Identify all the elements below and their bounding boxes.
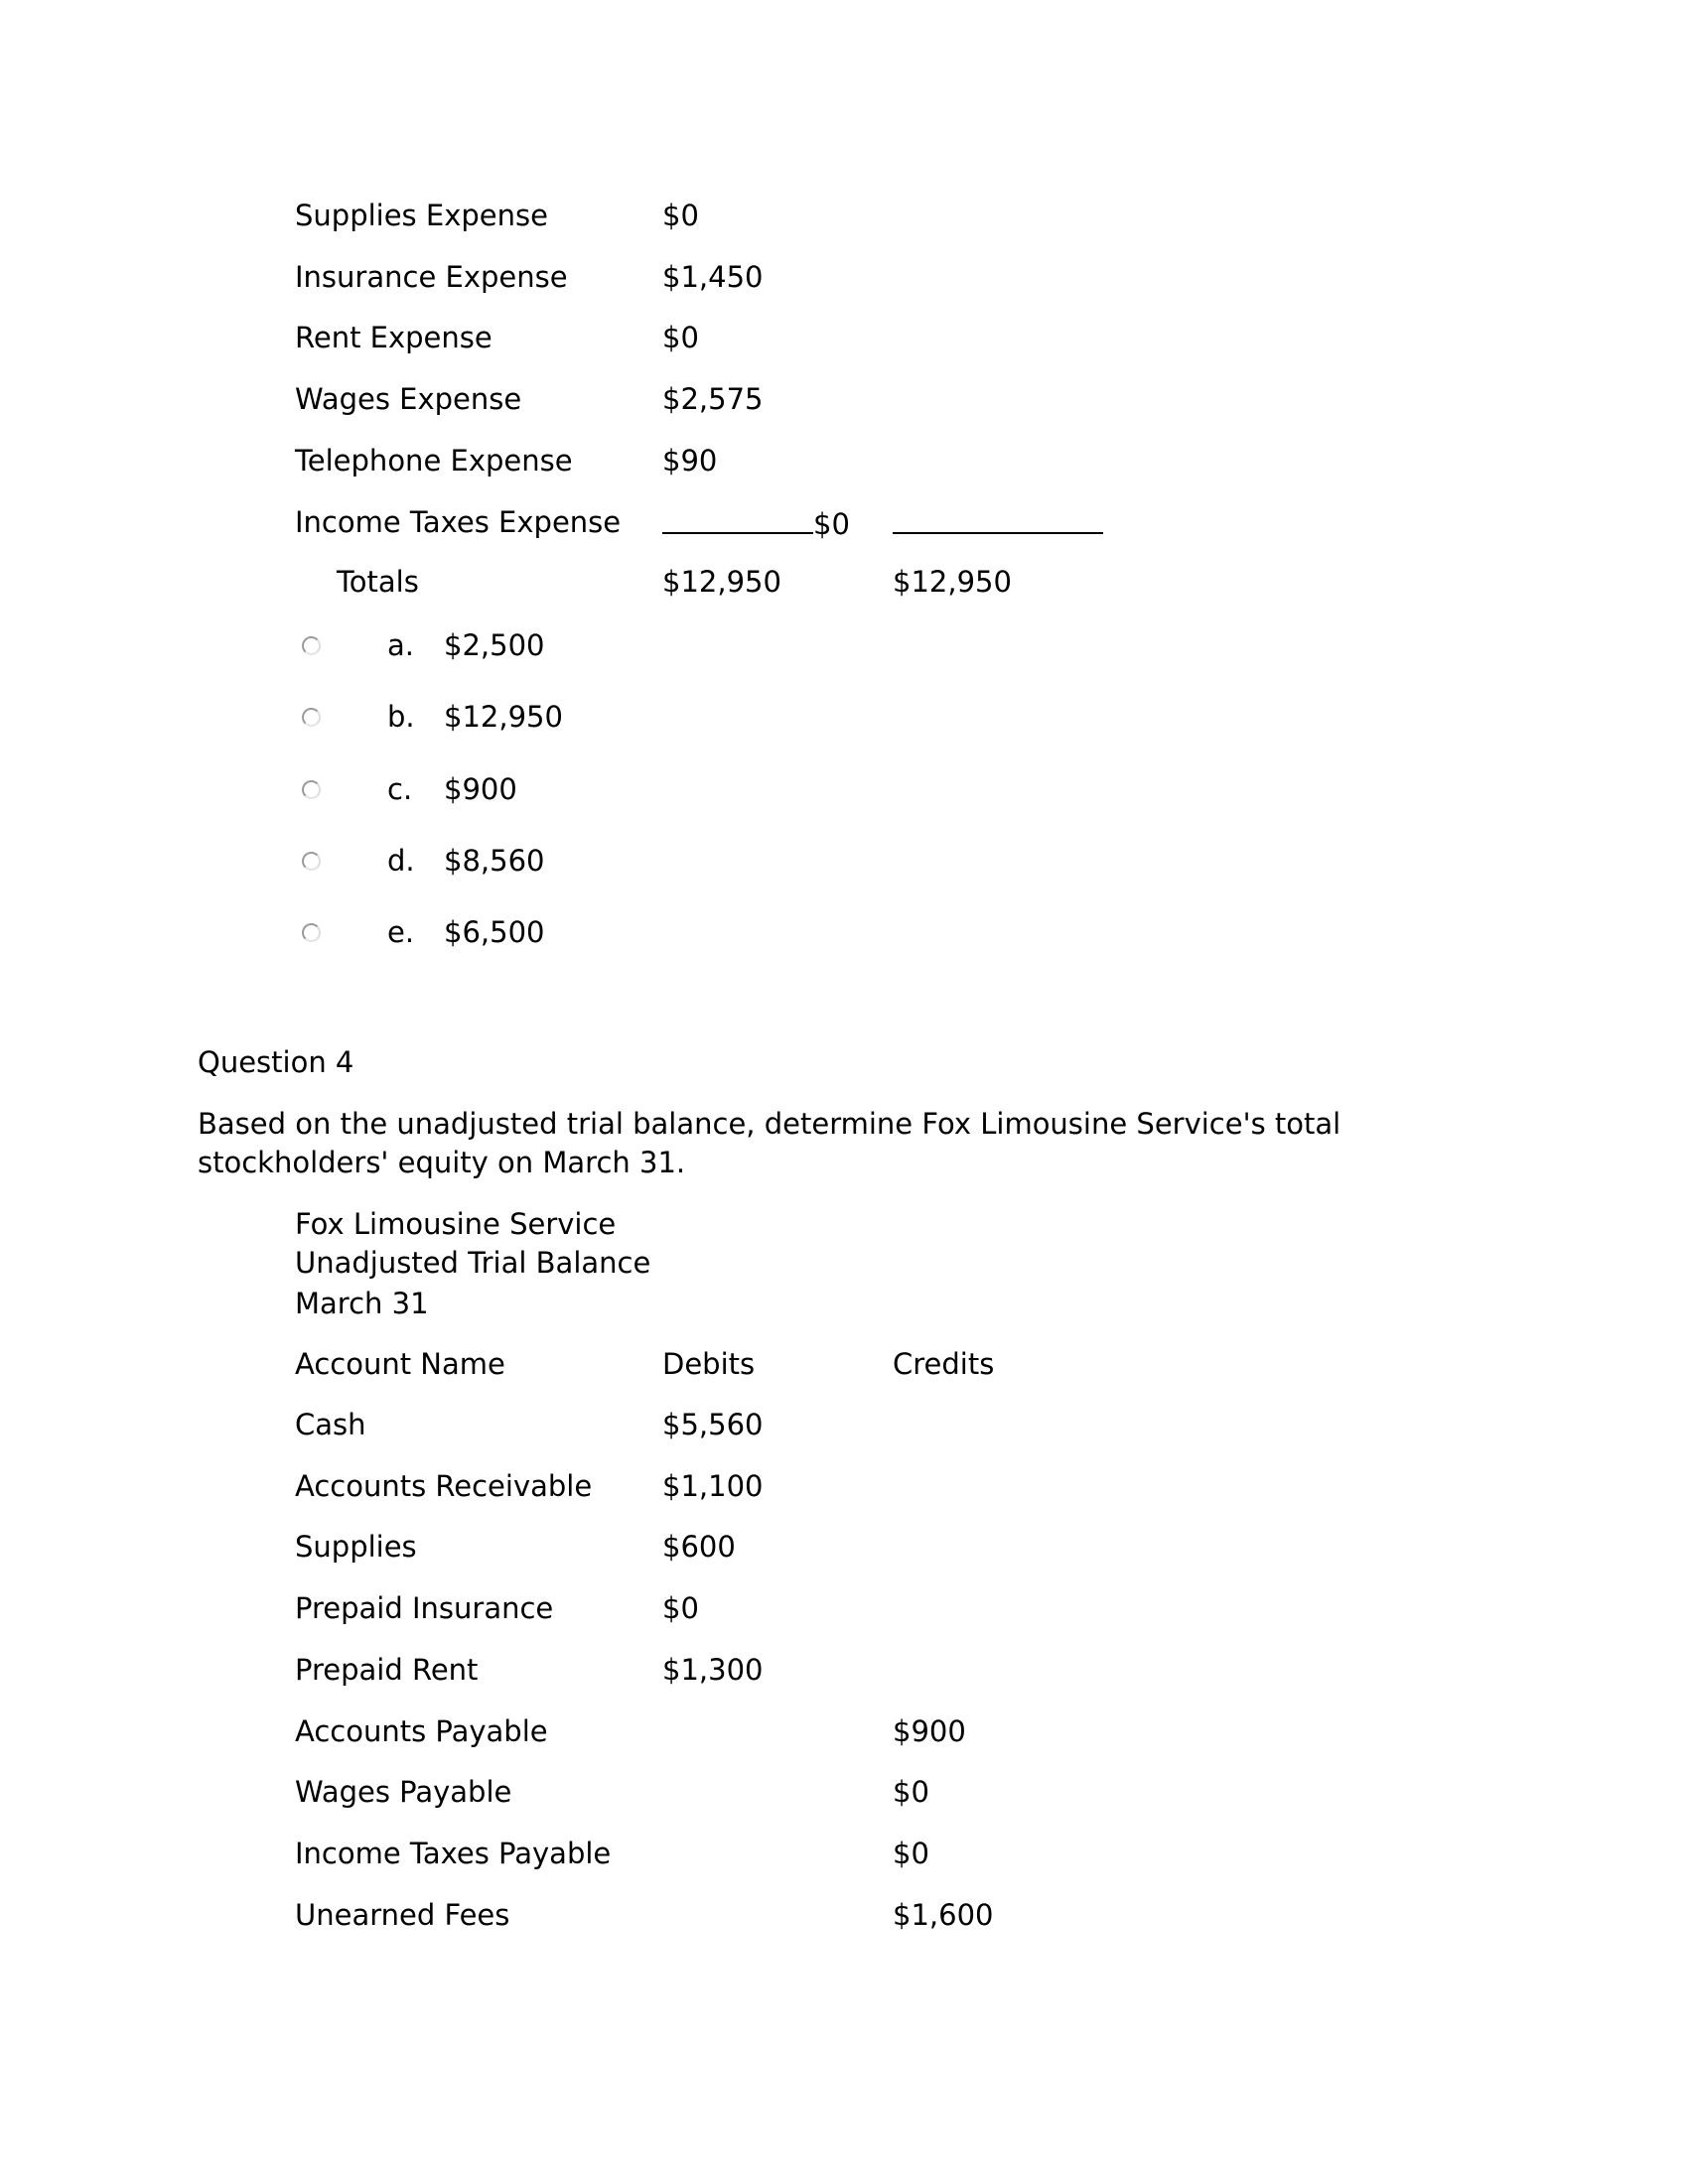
account-name: Income Taxes Expense (295, 504, 622, 539)
debit-amount: $90 (662, 443, 718, 478)
totals-credit: $12,950 (893, 565, 1012, 599)
option-radio-b[interactable] (302, 708, 321, 727)
account-name: Rent Expense (295, 321, 492, 355)
question-4-title: Question 4 (198, 1045, 354, 1079)
credit-amount: $900 (893, 1713, 966, 1748)
option-letter: b. (387, 700, 415, 735)
header-credits: Credits (893, 1347, 995, 1381)
header-debits: Debits (662, 1347, 756, 1381)
account-name: Unearned Fees (295, 1897, 510, 1932)
option-letter: c. (387, 771, 413, 806)
debit-amount: $1,300 (662, 1652, 764, 1687)
account-name: Supplies (295, 1530, 417, 1565)
question-4-prompt: Based on the unadjusted trial balance, determine Fox Limousine Service's total (198, 1107, 1341, 1141)
credit-amount: $0 (893, 1836, 929, 1870)
option-radio-e[interactable] (302, 923, 321, 942)
credit-amount: $0 (893, 1775, 929, 1810)
debit-amount: $1,450 (662, 259, 764, 294)
option-radio-c[interactable] (302, 780, 321, 799)
account-name: Prepaid Insurance (295, 1591, 554, 1626)
account-name: Accounts Payable (295, 1713, 548, 1748)
option-letter: d. (387, 843, 415, 878)
statement-date: March 31 (295, 1287, 429, 1320)
account-name: Telephone Expense (295, 443, 573, 478)
debit-amount: $0 (813, 506, 850, 541)
option-value: $6,500 (444, 915, 545, 950)
debit-cell (662, 504, 850, 542)
account-name: Income Taxes Payable (295, 1836, 612, 1870)
totals-debit: $12,950 (662, 565, 781, 599)
underline (662, 504, 813, 534)
debit-amount: $2,575 (662, 382, 764, 417)
option-value: $2,500 (444, 628, 545, 662)
debit-amount: $1,100 (662, 1468, 764, 1503)
debit-amount: $0 (662, 199, 699, 232)
option-value: $8,560 (444, 843, 545, 878)
statement-name: Unadjusted Trial Balance (295, 1246, 651, 1280)
option-letter: e. (387, 915, 415, 950)
header-account-name: Account Name (295, 1347, 505, 1381)
debit-amount: $5,560 (662, 1408, 764, 1441)
account-name: Prepaid Rent (295, 1652, 479, 1687)
totals-label: Totals (337, 565, 419, 599)
account-name: Wages Expense (295, 382, 522, 417)
question-4-prompt-cont: stockholders' equity on March 31. (198, 1146, 686, 1179)
debit-amount: $0 (662, 1591, 699, 1626)
option-value: $900 (444, 771, 517, 806)
credit-underline (893, 532, 1103, 534)
option-letter: a. (387, 628, 414, 662)
debit-amount: $600 (662, 1530, 736, 1565)
option-value: $12,950 (444, 700, 563, 735)
company-name: Fox Limousine Service (295, 1207, 617, 1241)
option-radio-a[interactable] (302, 636, 321, 655)
credit-amount: $1,600 (893, 1897, 994, 1932)
debit-amount: $0 (662, 321, 699, 355)
option-radio-d[interactable] (302, 852, 321, 871)
account-name: Accounts Receivable (295, 1468, 593, 1503)
account-name: Wages Payable (295, 1775, 512, 1810)
account-name: Supplies Expense (295, 199, 548, 232)
account-name: Cash (295, 1408, 366, 1441)
account-name: Insurance Expense (295, 259, 568, 294)
